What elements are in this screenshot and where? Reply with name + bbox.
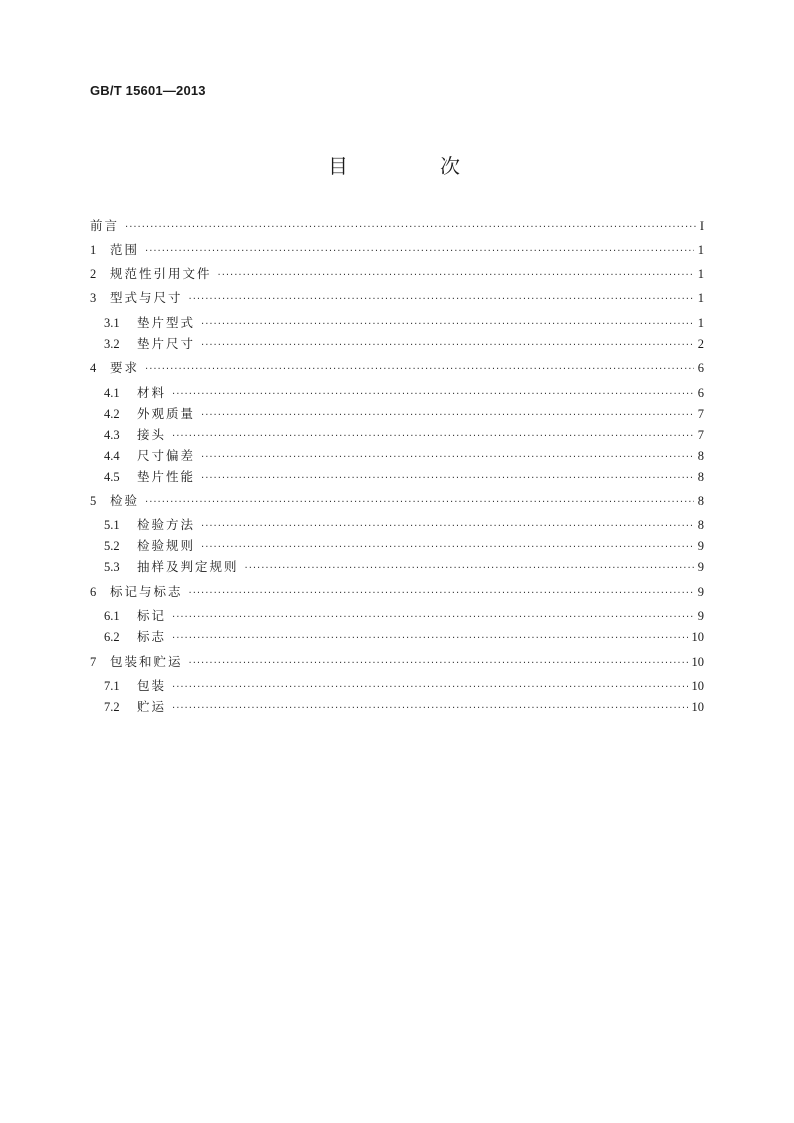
- toc-entry-page: 9: [697, 539, 704, 553]
- toc-entry[interactable]: [90, 652, 704, 670]
- toc-entry-number: 7.2: [104, 700, 120, 714]
- dot-leader: [189, 658, 688, 669]
- toc-entry-title: 外观质量: [137, 406, 196, 421]
- dot-leader: [172, 703, 687, 714]
- toc-entry[interactable]: [90, 557, 704, 575]
- dot-leader: [172, 633, 687, 644]
- toc-entry-title: 检验规则: [137, 538, 196, 553]
- dot-leader: [201, 521, 694, 532]
- toc-entry-number: 2: [90, 267, 97, 281]
- dot-leader: [189, 294, 694, 305]
- toc-entry-title: 规范性引用文件: [110, 266, 212, 281]
- toc-entry-page: 9: [697, 585, 704, 599]
- toc-entry-page: 10: [691, 630, 704, 644]
- toc-entry-page: 10: [691, 679, 704, 693]
- toc-entry-page: 6: [697, 361, 704, 375]
- toc-entry[interactable]: [90, 383, 704, 401]
- toc-entry[interactable]: [90, 264, 704, 282]
- dot-leader: [172, 682, 687, 693]
- dot-leader: [201, 319, 694, 330]
- toc-entry-title: 型式与尺寸: [110, 290, 183, 305]
- toc-entry-title: 要求: [110, 360, 140, 375]
- toc-entry-page: I: [699, 219, 704, 233]
- document-code: GB/T 15601—2013: [90, 83, 206, 98]
- dot-leader: [245, 563, 694, 574]
- toc-entry[interactable]: [90, 676, 704, 694]
- toc-entry-page: 7: [697, 428, 704, 442]
- toc-entry-page: 10: [691, 655, 704, 669]
- toc-entry-number: 6.2: [104, 630, 120, 644]
- toc-entry[interactable]: [90, 491, 704, 509]
- toc-entry-title: 标记: [137, 608, 167, 623]
- toc-entry-number: 4: [90, 361, 97, 375]
- toc-entry[interactable]: [90, 606, 704, 624]
- dot-leader: [189, 588, 694, 599]
- toc-entry[interactable]: [90, 446, 704, 464]
- dot-leader: [172, 389, 694, 400]
- toc-entry[interactable]: [90, 425, 704, 443]
- toc-entry-title: 贮运: [137, 699, 167, 714]
- toc-entry-page: 8: [697, 470, 704, 484]
- toc-entry[interactable]: [90, 240, 704, 258]
- toc-entry-number: 1: [90, 243, 97, 257]
- toc-entry-title: 材料: [137, 385, 167, 400]
- toc-entry[interactable]: [90, 334, 704, 352]
- page-title: 目 次: [328, 154, 496, 178]
- toc-entry-number: 3: [90, 291, 97, 305]
- dot-leader: [125, 222, 696, 233]
- toc-entry-title: 检验: [110, 493, 140, 508]
- toc-entry-page: 9: [697, 609, 704, 623]
- toc-entry-title: 抽样及判定规则: [137, 559, 239, 574]
- toc-entry-title: 垫片性能: [137, 469, 196, 484]
- toc-entry[interactable]: [90, 358, 704, 376]
- toc-entry-number: 6.1: [104, 609, 120, 623]
- toc-entry-page: 8: [697, 494, 704, 508]
- toc-entry-number: 6: [90, 585, 97, 599]
- toc-entry-title: 前言: [90, 218, 120, 233]
- toc-entry[interactable]: [90, 467, 704, 485]
- dot-leader: [201, 340, 694, 351]
- toc-entry-number: 4.4: [104, 449, 120, 463]
- toc-entry[interactable]: [90, 627, 704, 645]
- toc-entry-page: 9: [697, 560, 704, 574]
- toc-entry[interactable]: [90, 288, 704, 306]
- toc-entry-title: 包装: [137, 678, 167, 693]
- dot-leader: [172, 431, 694, 442]
- toc-entry-title: 垫片型式: [137, 315, 196, 330]
- toc-entry-title: 接头: [137, 427, 167, 442]
- dot-leader: [145, 246, 694, 257]
- toc-entry-number: 5.1: [104, 518, 120, 532]
- toc-entry-number: 5: [90, 494, 97, 508]
- dot-leader: [201, 473, 694, 484]
- toc-entry-title: 尺寸偏差: [137, 448, 196, 463]
- dot-leader: [145, 497, 694, 508]
- toc-entry[interactable]: [90, 582, 704, 600]
- toc-entry-number: 3.2: [104, 337, 120, 351]
- toc-entry-title: 范围: [110, 242, 140, 257]
- dot-leader: [201, 542, 694, 553]
- toc-entry-number: 7: [90, 655, 97, 669]
- toc-entry-number: 4.5: [104, 470, 120, 484]
- toc-entry-page: 10: [691, 700, 704, 714]
- toc-entry-number: 4.1: [104, 386, 120, 400]
- toc-entry[interactable]: [90, 697, 704, 715]
- toc-entry-page: 1: [697, 316, 704, 330]
- dot-leader: [145, 364, 694, 375]
- toc-entry[interactable]: [90, 313, 704, 331]
- toc-entry[interactable]: [90, 536, 704, 554]
- toc-entry-title: 检验方法: [137, 517, 196, 532]
- toc-entry-page: 1: [697, 243, 704, 257]
- dot-leader: [201, 452, 694, 463]
- toc-entry-title: 标志: [137, 629, 167, 644]
- toc-entry-number: 5.3: [104, 560, 120, 574]
- toc-entry-number: 5.2: [104, 539, 120, 553]
- toc-entry-number: 4.2: [104, 407, 120, 421]
- toc-entry-page: 8: [697, 449, 704, 463]
- toc-entry-page: 7: [697, 407, 704, 421]
- toc-entry[interactable]: [90, 216, 704, 234]
- toc-entry-title: 包装和贮运: [110, 654, 183, 669]
- toc-entry-page: 6: [697, 386, 704, 400]
- toc-entry-title: 垫片尺寸: [137, 336, 196, 351]
- toc-entry-page: 2: [697, 337, 704, 351]
- toc-entry-number: 3.1: [104, 316, 120, 330]
- toc-entry-page: 1: [697, 267, 704, 281]
- dot-leader: [172, 612, 694, 623]
- toc-entry-title: 标记与标志: [110, 584, 183, 599]
- toc-entry-number: 4.3: [104, 428, 120, 442]
- toc-entry-number: 7.1: [104, 679, 120, 693]
- toc-entry[interactable]: [90, 515, 704, 533]
- toc-entry[interactable]: [90, 404, 704, 422]
- toc-entry-page: 8: [697, 518, 704, 532]
- dot-leader: [201, 410, 694, 421]
- toc-entry-page: 1: [697, 291, 704, 305]
- dot-leader: [218, 270, 694, 281]
